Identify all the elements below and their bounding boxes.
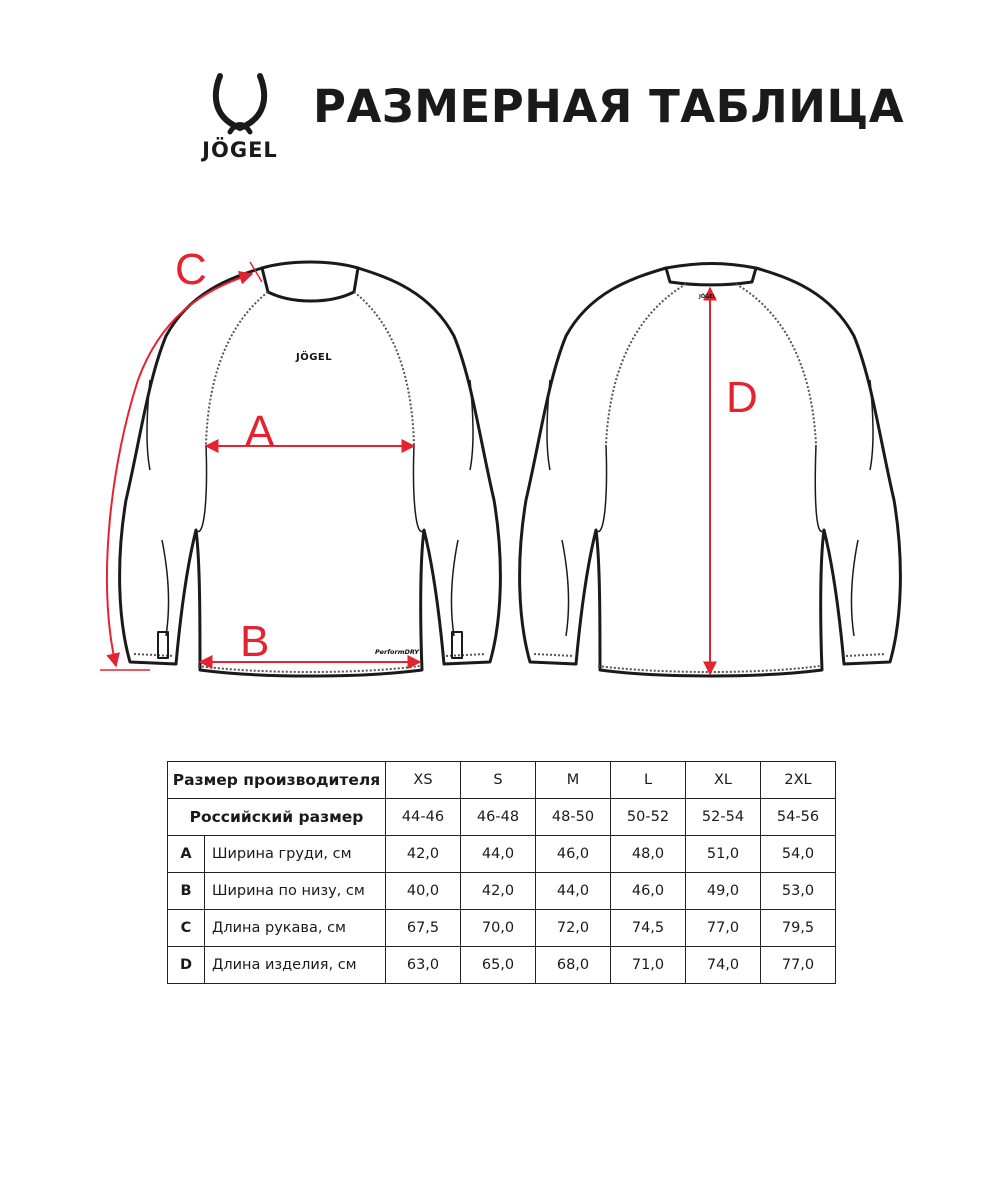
value-cell: 48,0 [611,836,686,873]
ru-size-cell: 48-50 [536,799,611,836]
value-cell: 68,0 [536,947,611,984]
value-cell: 46,0 [611,873,686,910]
header-label: Размер производителя [168,762,386,799]
measure-lines [100,262,710,674]
front-chest-logo: JÖGEL [296,352,333,363]
row-letter: C [168,910,205,947]
value-cell: 71,0 [611,947,686,984]
measure-label-a: A [245,407,275,456]
value-cell: 51,0 [686,836,761,873]
brand-logo-text: JÖGEL [202,138,278,162]
value-cell: 77,0 [761,947,836,984]
value-cell: 77,0 [686,910,761,947]
table-row [168,947,836,984]
garment-svg [0,240,1000,700]
ru-size-label: Российский размер [168,799,386,836]
value-cell: 42,0 [461,873,536,910]
table-row [168,910,836,947]
row-letter: B [168,873,205,910]
value-cell: 72,0 [536,910,611,947]
ru-size-cell: 54-56 [761,799,836,836]
size-cell: S [461,762,536,799]
garment-illustration [0,240,1000,700]
row-label: Длина рукава, см [205,910,386,947]
page-title: РАЗМЕРНАЯ ТАБЛИЦА [313,80,905,133]
measure-label-d: D [726,373,758,422]
row-label: Длина изделия, см [205,947,386,984]
value-cell: 74,5 [611,910,686,947]
brand-logo-mark [190,72,290,136]
ru-size-cell: 50-52 [611,799,686,836]
back-neck-logo: JÖGEL [699,294,716,300]
size-cell: M [536,762,611,799]
value-cell: 44,0 [461,836,536,873]
value-cell: 63,0 [386,947,461,984]
brand-logo [190,72,290,164]
size-cell: 2XL [761,762,836,799]
value-cell: 53,0 [761,873,836,910]
value-cell: 49,0 [686,873,761,910]
value-cell: 42,0 [386,836,461,873]
table-row [168,799,836,836]
ru-size-cell: 52-54 [686,799,761,836]
value-cell: 44,0 [536,873,611,910]
table-row [168,836,836,873]
size-cell: XS [386,762,461,799]
value-cell: 65,0 [461,947,536,984]
table-header-row [168,762,836,799]
value-cell: 70,0 [461,910,536,947]
row-letter: A [168,836,205,873]
table-row [168,873,836,910]
value-cell: 40,0 [386,873,461,910]
ru-size-cell: 44-46 [386,799,461,836]
size-table [167,761,836,984]
value-cell: 67,5 [386,910,461,947]
size-cell: XL [686,762,761,799]
row-label: Ширина по низу, см [205,873,386,910]
measure-line-c [107,274,252,666]
value-cell: 54,0 [761,836,836,873]
measure-label-b: B [240,617,270,666]
measure-label-c: C [175,245,207,294]
row-label: Ширина груди, см [205,836,386,873]
ru-size-cell: 46-48 [461,799,536,836]
value-cell: 79,5 [761,910,836,947]
value-cell: 46,0 [536,836,611,873]
row-letter: D [168,947,205,984]
front-view [120,262,501,676]
tech-label: PerformDRY [375,648,419,656]
size-cell: L [611,762,686,799]
value-cell: 74,0 [686,947,761,984]
